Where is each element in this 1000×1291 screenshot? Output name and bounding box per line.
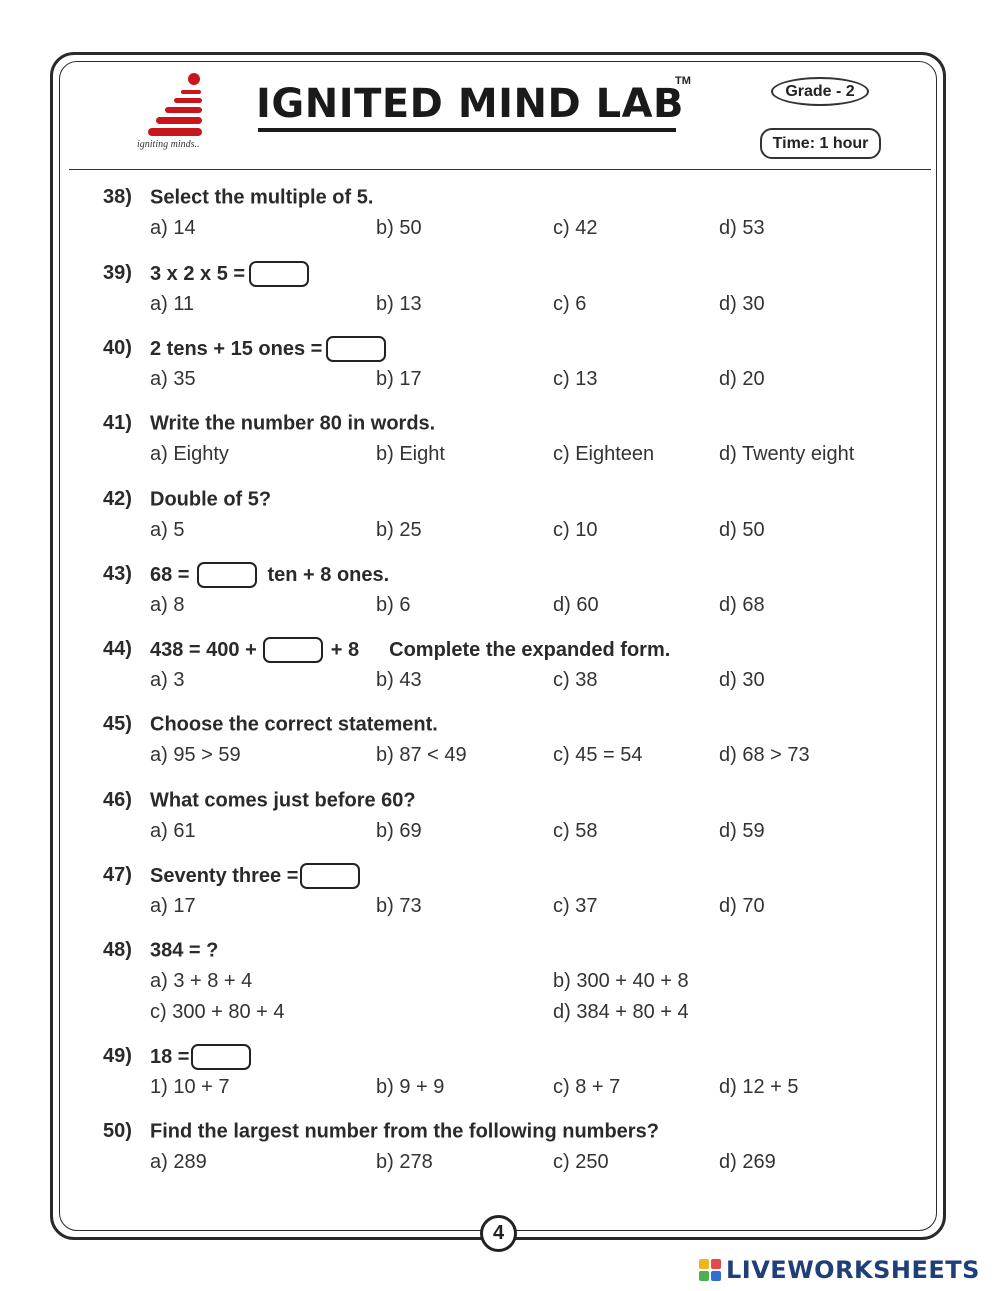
- question-text: Double of 5?: [150, 488, 272, 511]
- option-c[interactable]: c) 13: [553, 368, 598, 390]
- option-b[interactable]: b) 17: [376, 368, 422, 390]
- option-d[interactable]: d) 70: [719, 895, 765, 917]
- option-d[interactable]: d) 384 + 80 + 4: [553, 1001, 689, 1023]
- question-number: 48): [103, 939, 132, 961]
- question-number: 44): [103, 638, 132, 660]
- question-41: [0, 411, 1000, 481]
- question-50: [0, 1119, 1000, 1189]
- question-number: 38): [103, 186, 132, 208]
- question-47: [0, 863, 1000, 933]
- answer-blank[interactable]: [263, 637, 323, 663]
- option-d[interactable]: d) 269: [719, 1151, 776, 1173]
- question-39: [0, 261, 1000, 331]
- answer-blank[interactable]: [300, 863, 360, 889]
- question-text: 18 =: [150, 1044, 255, 1070]
- question-text: 438 = 400 + + 8 Complete the expanded form.: [150, 639, 671, 661]
- option-b[interactable]: b) 50: [376, 217, 422, 239]
- trademark-mark: TM: [675, 75, 691, 87]
- question-text: 2 tens + 15 ones =: [150, 336, 390, 362]
- option-d[interactable]: d) 68 > 73: [719, 744, 810, 766]
- question-40: [0, 336, 1000, 406]
- time-badge: Time: 1 hour: [760, 128, 881, 159]
- option-b[interactable]: b) 13: [376, 293, 422, 315]
- option-b[interactable]: b) 6: [376, 594, 411, 616]
- option-a[interactable]: a) Eighty: [150, 443, 229, 465]
- question-number: 46): [103, 789, 132, 811]
- option-d[interactable]: d) 50: [719, 519, 765, 541]
- question-42: [0, 487, 1000, 557]
- option-c[interactable]: c) 8 + 7: [553, 1076, 621, 1098]
- question-number: 45): [103, 713, 132, 735]
- question-text: What comes just before 60?: [150, 789, 416, 812]
- option-d[interactable]: d) 30: [719, 669, 765, 691]
- option-d[interactable]: d) 12 + 5: [719, 1076, 799, 1098]
- header-divider: [69, 169, 931, 170]
- option-d[interactable]: d) 68: [719, 594, 765, 616]
- question-text: Seventy three =: [150, 863, 364, 889]
- liveworksheets-watermark: [698, 1256, 980, 1284]
- option-c[interactable]: c) 10: [553, 519, 598, 541]
- option-c[interactable]: d) 60: [553, 594, 599, 616]
- question-46: [0, 788, 1000, 858]
- option-d[interactable]: d) 30: [719, 293, 765, 315]
- question-text: 384 = ?: [150, 939, 219, 962]
- answer-blank[interactable]: [197, 562, 257, 588]
- option-b[interactable]: b) 25: [376, 519, 422, 541]
- option-a[interactable]: a) 3: [150, 669, 185, 691]
- option-c[interactable]: c) 58: [553, 820, 598, 842]
- grade-badge: Grade - 2: [771, 77, 869, 106]
- option-b[interactable]: b) 73: [376, 895, 422, 917]
- brand-underline: [258, 128, 676, 132]
- option-d[interactable]: d) Twenty eight: [719, 443, 855, 465]
- question-number: 49): [103, 1045, 132, 1067]
- option-d[interactable]: d) 59: [719, 820, 765, 842]
- question-text: 68 = ten + 8 ones.: [150, 564, 390, 586]
- page-number: 4: [480, 1215, 517, 1252]
- option-c[interactable]: c) 38: [553, 669, 598, 691]
- question-text: Write the number 80 in words.: [150, 412, 436, 435]
- option-b[interactable]: b) 9 + 9: [376, 1076, 445, 1098]
- question-number: 43): [103, 563, 132, 585]
- question-text: Select the multiple of 5.: [150, 186, 374, 209]
- option-c[interactable]: c) 6: [553, 293, 587, 315]
- option-b[interactable]: b) 300 + 40 + 8: [553, 970, 689, 992]
- option-a[interactable]: a) 8: [150, 594, 185, 616]
- question-38: [0, 185, 1000, 255]
- question-number: 42): [103, 488, 132, 510]
- option-c[interactable]: c) 37: [553, 895, 598, 917]
- liveworksheets-logo-icon: [698, 1258, 722, 1282]
- option-b[interactable]: b) 278: [376, 1151, 433, 1173]
- option-a[interactable]: a) 3 + 8 + 4: [150, 970, 253, 992]
- question-text: 3 x 2 x 5 =: [150, 261, 313, 287]
- option-a[interactable]: a) 11: [150, 293, 195, 315]
- answer-blank[interactable]: [326, 336, 386, 362]
- option-d[interactable]: d) 20: [719, 368, 765, 390]
- logo-tagline: igniting minds..: [137, 139, 200, 150]
- brand-title: IGNITED MIND LAB: [256, 81, 685, 127]
- option-b[interactable]: b) 43: [376, 669, 422, 691]
- question-number: 50): [103, 1120, 132, 1142]
- watermark-text: LIVEWORKSHEETS: [726, 1256, 980, 1284]
- option-a[interactable]: a) 5: [150, 519, 185, 541]
- option-b[interactable]: b) 87 < 49: [376, 744, 467, 766]
- option-d[interactable]: d) 53: [719, 217, 765, 239]
- option-a[interactable]: a) 14: [150, 217, 196, 239]
- question-49: [0, 1044, 1000, 1114]
- option-c[interactable]: c) 42: [553, 217, 598, 239]
- answer-blank[interactable]: [191, 1044, 251, 1070]
- question-number: 41): [103, 412, 132, 434]
- question-43: [0, 562, 1000, 632]
- option-a[interactable]: a) 95 > 59: [150, 744, 241, 766]
- question-45: [0, 712, 1000, 782]
- option-a[interactable]: a) 61: [150, 820, 196, 842]
- question-number: 47): [103, 864, 132, 886]
- option-a[interactable]: a) 35: [150, 368, 196, 390]
- question-48: [0, 938, 1000, 1038]
- option-c[interactable]: c) Eighteen: [553, 443, 655, 465]
- option-b[interactable]: b) Eight: [376, 443, 445, 465]
- option-b[interactable]: b) 69: [376, 820, 422, 842]
- option-a[interactable]: a) 17: [150, 895, 196, 917]
- question-text: Choose the correct statement.: [150, 713, 438, 736]
- answer-blank[interactable]: [249, 261, 309, 287]
- option-c[interactable]: c) 45 = 54: [553, 744, 643, 766]
- question-number: 40): [103, 337, 132, 359]
- question-44: [0, 637, 1000, 707]
- question-text: Find the largest number from the following numbers?: [150, 1120, 659, 1143]
- question-number: 39): [103, 262, 132, 284]
- option-a[interactable]: 1) 10 + 7: [150, 1076, 230, 1098]
- option-a[interactable]: a) 289: [150, 1151, 207, 1173]
- option-c[interactable]: c) 300 + 80 + 4: [150, 1001, 285, 1023]
- option-c[interactable]: c) 250: [553, 1151, 609, 1173]
